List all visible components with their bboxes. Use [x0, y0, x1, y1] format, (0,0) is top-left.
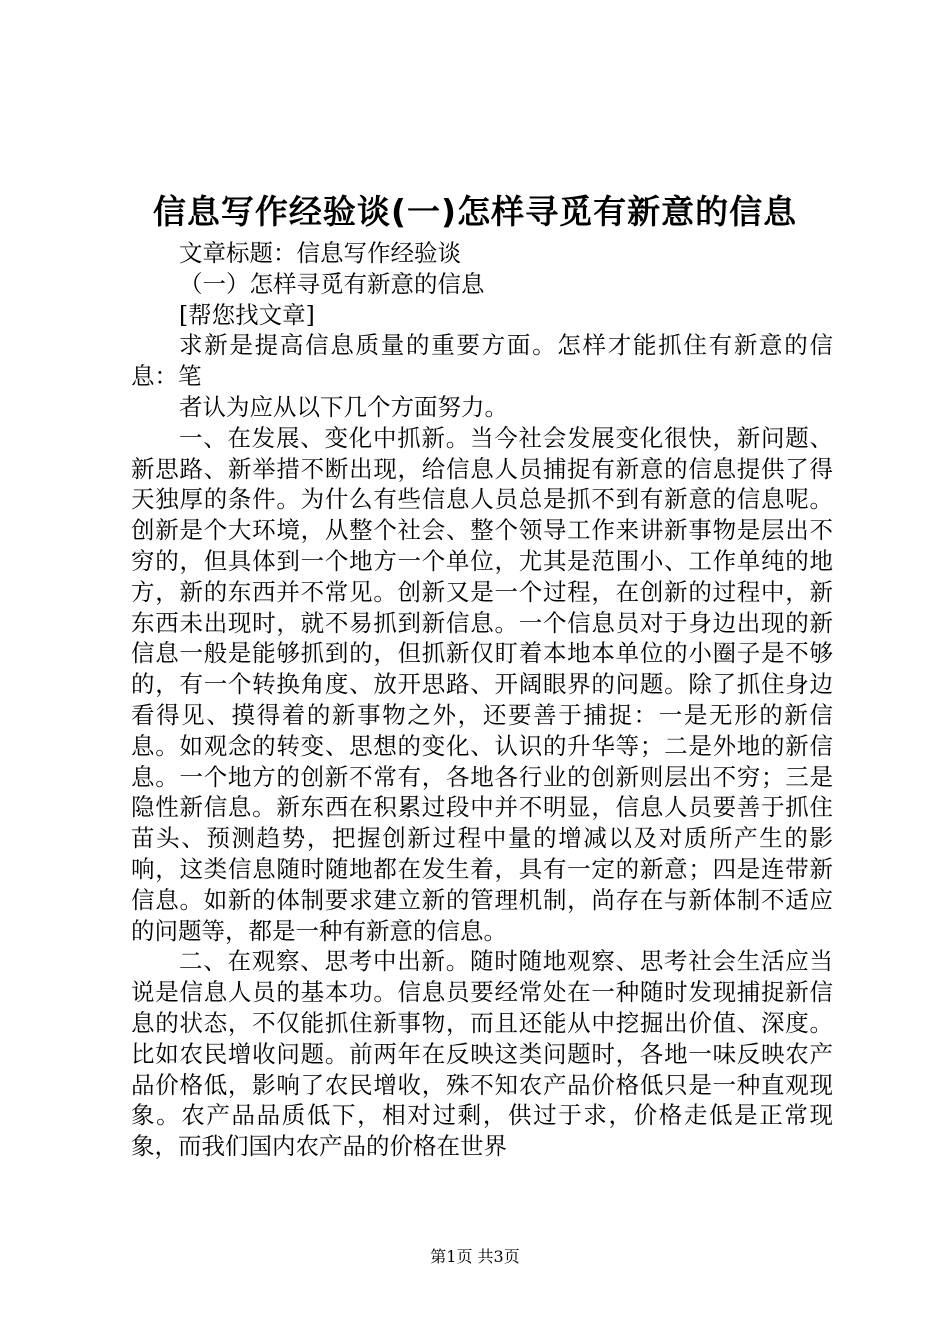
document-body [131, 238, 833, 1162]
intro-continuation: 者认为应从以下几个方面努力。 [179, 392, 508, 421]
article-title-line: 文章标题：信息写作经验谈 [179, 239, 461, 267]
section-two-paragraph: 二、在观察、思考中出新。随时随地观察、思考社会生活应当说是信息人员的基本功。信息员要经常处在一种随时发现捕捉新信息的状态，不仅能抓住新事物，而且还能从中挖掘出价值、深度。比如农民增收问题。前两年在反映这类问题时，各地一味反映农产品价格低，影响了农民增收，殊不知农产品价格低只是一种直观现象。农产品品质低下，相对过剩，供过于求，价格走低是正常现象，而我们国内农产品的价格在世界 [131, 947, 833, 1161]
section-one-paragraph: 一、在发展、变化中抓新。当今社会发展变化很快，新问题、新思路、新举措不断出现，给信息人员捕捉有新意的信息提供了得天独厚的条件。为什么有些信息人员总是抓不到有新意的信息呢。创新是个大环境，从整个社会、整个领导工作来讲新事物是层出不穷的，但具体到一个地方一个单位，尤其是范围小、工作单纯的地方，新的东西并不常见。创新又是一个过程，在创新的过程中，新东西未出现时，就不易抓到新信息。一个信息员对于身边出现的新信息一般是能够抓到的，但抓新仅盯着本地本单位的小圈子是不够的，有一个转换角度、放开思路、开阔眼界的问题。除了抓住身边看得见、摸得着的新事物之外，还要善于捕捉：一是无形的新信息。如观念的转变、思想的变化、认识的升华等；二是外地的新信息。一个地方的创新不常有，各地各行业的创新则层出不穷；三是隐性新信息。新东西在积累过段中并不明显，信息人员要善于抓住苗头、预测趋势，把握创新过程中量的增减以及对质所产生的影响，这类信息随时随地都在发生着，具有一定的新意；四是连带新信息。如新的体制要求建立新的管理机制，尚存在与新体制不适应的问题等，都是一种有新意的信息。 [131, 423, 833, 945]
find-article-tag: [帮您找文章] [179, 300, 315, 329]
article-subtitle-line: （一）怎样寻觅有新意的信息 [179, 269, 485, 298]
document-title: 信息写作经验谈(一)怎样寻觅有新意的信息 [152, 192, 798, 231]
page-footer: 第1页 共3页 [430, 1247, 520, 1266]
intro-paragraph: 求新是提高信息质量的重要方面。怎样才能抓住有新意的信息：笔 [131, 331, 833, 391]
